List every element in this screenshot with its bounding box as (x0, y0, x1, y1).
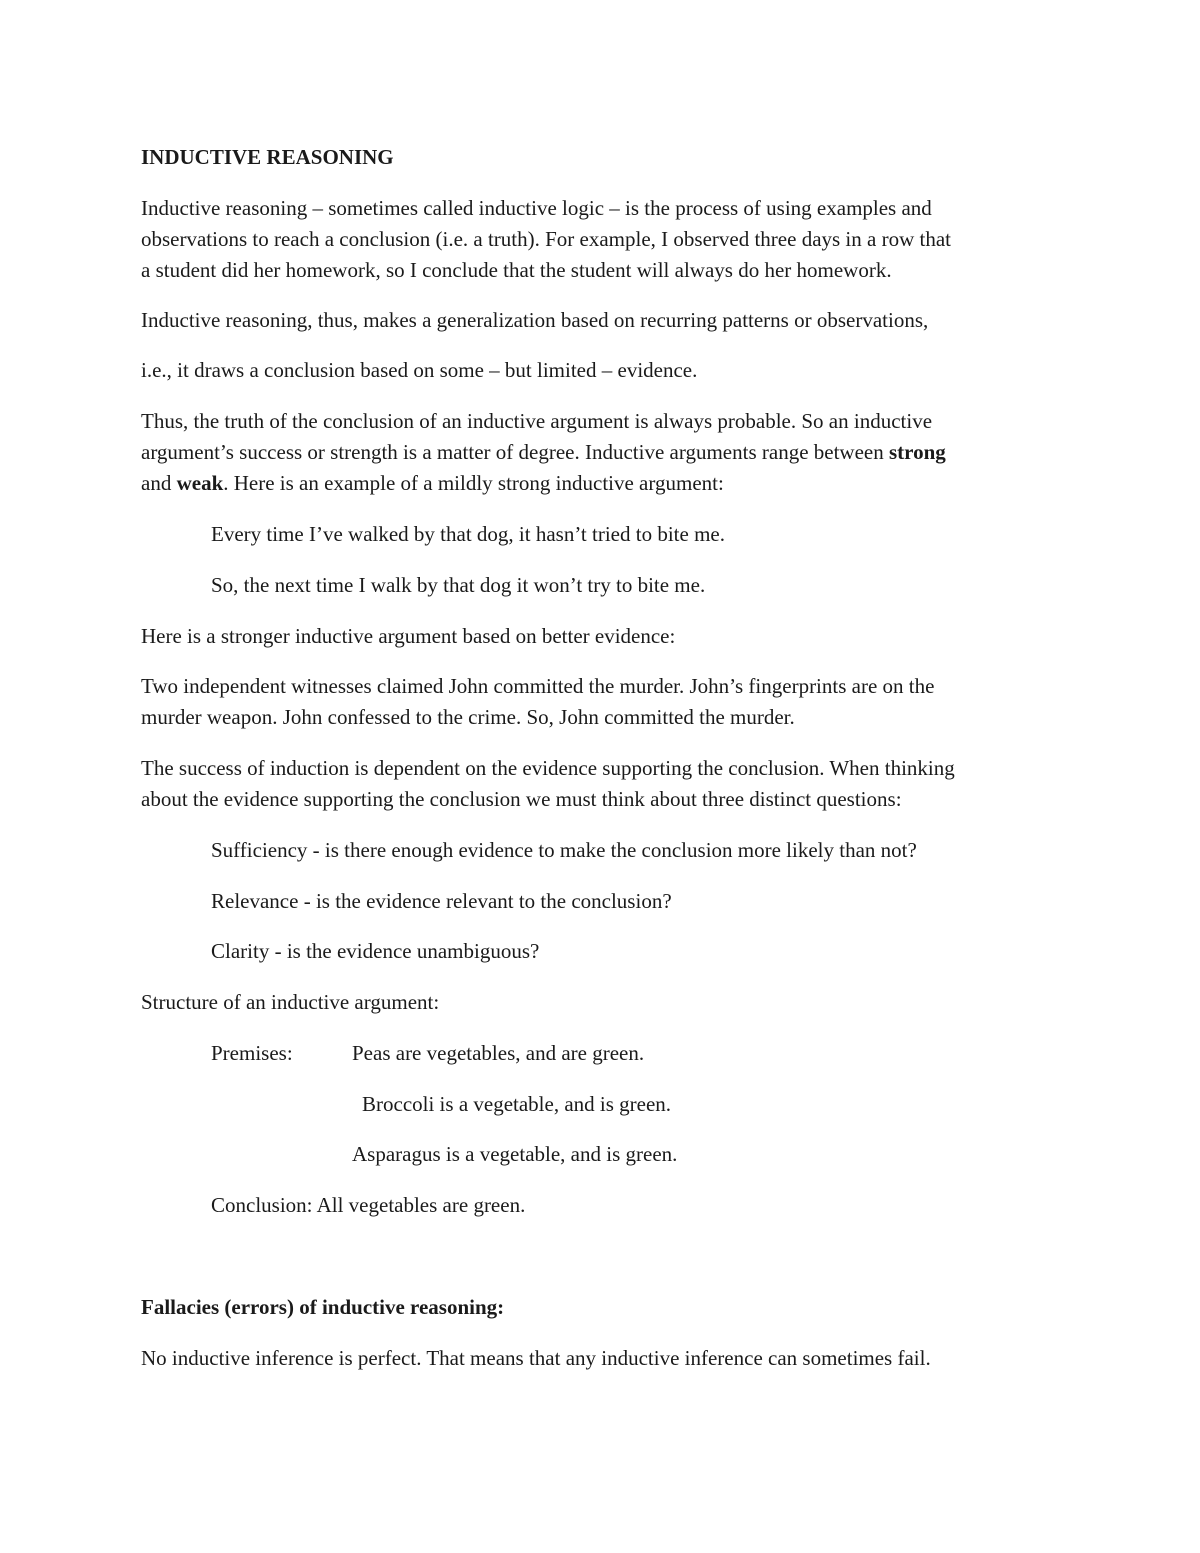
bold-term-strong: strong (888, 440, 946, 464)
text-run: and (141, 471, 177, 495)
question-line: Relevance - is the evidence relevant to the conclusion? (211, 889, 672, 913)
question-line: Clarity - is the evidence unambiguous? (211, 939, 540, 963)
premise-line: Peas are vegetables, and are green. (352, 1041, 645, 1065)
paragraph-line: No inductive inference is perfect. That means that any inductive inference can sometimes fail. (141, 1346, 931, 1370)
text-run: argument’s success or strength is a matter of degree. Inductive arguments range between (141, 440, 889, 464)
paragraph-line (141, 473, 724, 494)
paragraph-line: Thus, the truth of the conclusion of an inductive argument is always probable. So an inductive (141, 409, 933, 433)
premise-line: Broccoli is a vegetable, and is green. (362, 1092, 672, 1116)
paragraph-line: observations to reach a conclusion (i.e. a truth). For example, I observed three days in a row that (141, 227, 951, 251)
question-line: Sufficiency - is there enough evidence to make the conclusion more likely than not? (211, 838, 917, 862)
section-heading: Fallacies (errors) of inductive reasoning: (141, 1295, 505, 1319)
paragraph-line: The success of induction is dependent on the evidence supporting the conclusion. When thinking (141, 756, 955, 780)
paragraph-line: Inductive reasoning, thus, makes a generalization based on recurring patterns or observations, (141, 308, 929, 332)
paragraph-line (141, 442, 946, 463)
example-line: Every time I’ve walked by that dog, it hasn’t tried to bite me. (211, 522, 725, 546)
paragraph-line: Two independent witnesses claimed John committed the murder. John’s fingerprints are on the (141, 674, 935, 698)
text-run: . Here is an example of a mildly strong inductive argument: (223, 471, 724, 495)
example-line: So, the next time I walk by that dog it won’t try to bite me. (211, 573, 706, 597)
paragraph-line: murder weapon. John confessed to the crime. So, John committed the murder. (141, 705, 795, 729)
paragraph-line: Inductive reasoning – sometimes called inductive logic – is the process of using examples and (141, 196, 932, 220)
paragraph-line: Structure of an inductive argument: (141, 990, 440, 1014)
paragraph-line: i.e., it draws a conclusion based on some – but limited – evidence. (141, 358, 698, 382)
document-title: INDUCTIVE REASONING (141, 145, 394, 169)
premise-line: Asparagus is a vegetable, and is green. (352, 1142, 678, 1166)
paragraph-line: about the evidence supporting the conclusion we must think about three distinct questions: (141, 787, 902, 811)
premises-label: Premises: (211, 1041, 293, 1065)
paragraph-line: a student did her homework, so I conclude that the student will always do her homework. (141, 258, 892, 282)
conclusion-line: Conclusion: All vegetables are green. (211, 1193, 526, 1217)
bold-term-weak: weak (176, 471, 224, 495)
paragraph-line: Here is a stronger inductive argument based on better evidence: (141, 624, 676, 648)
